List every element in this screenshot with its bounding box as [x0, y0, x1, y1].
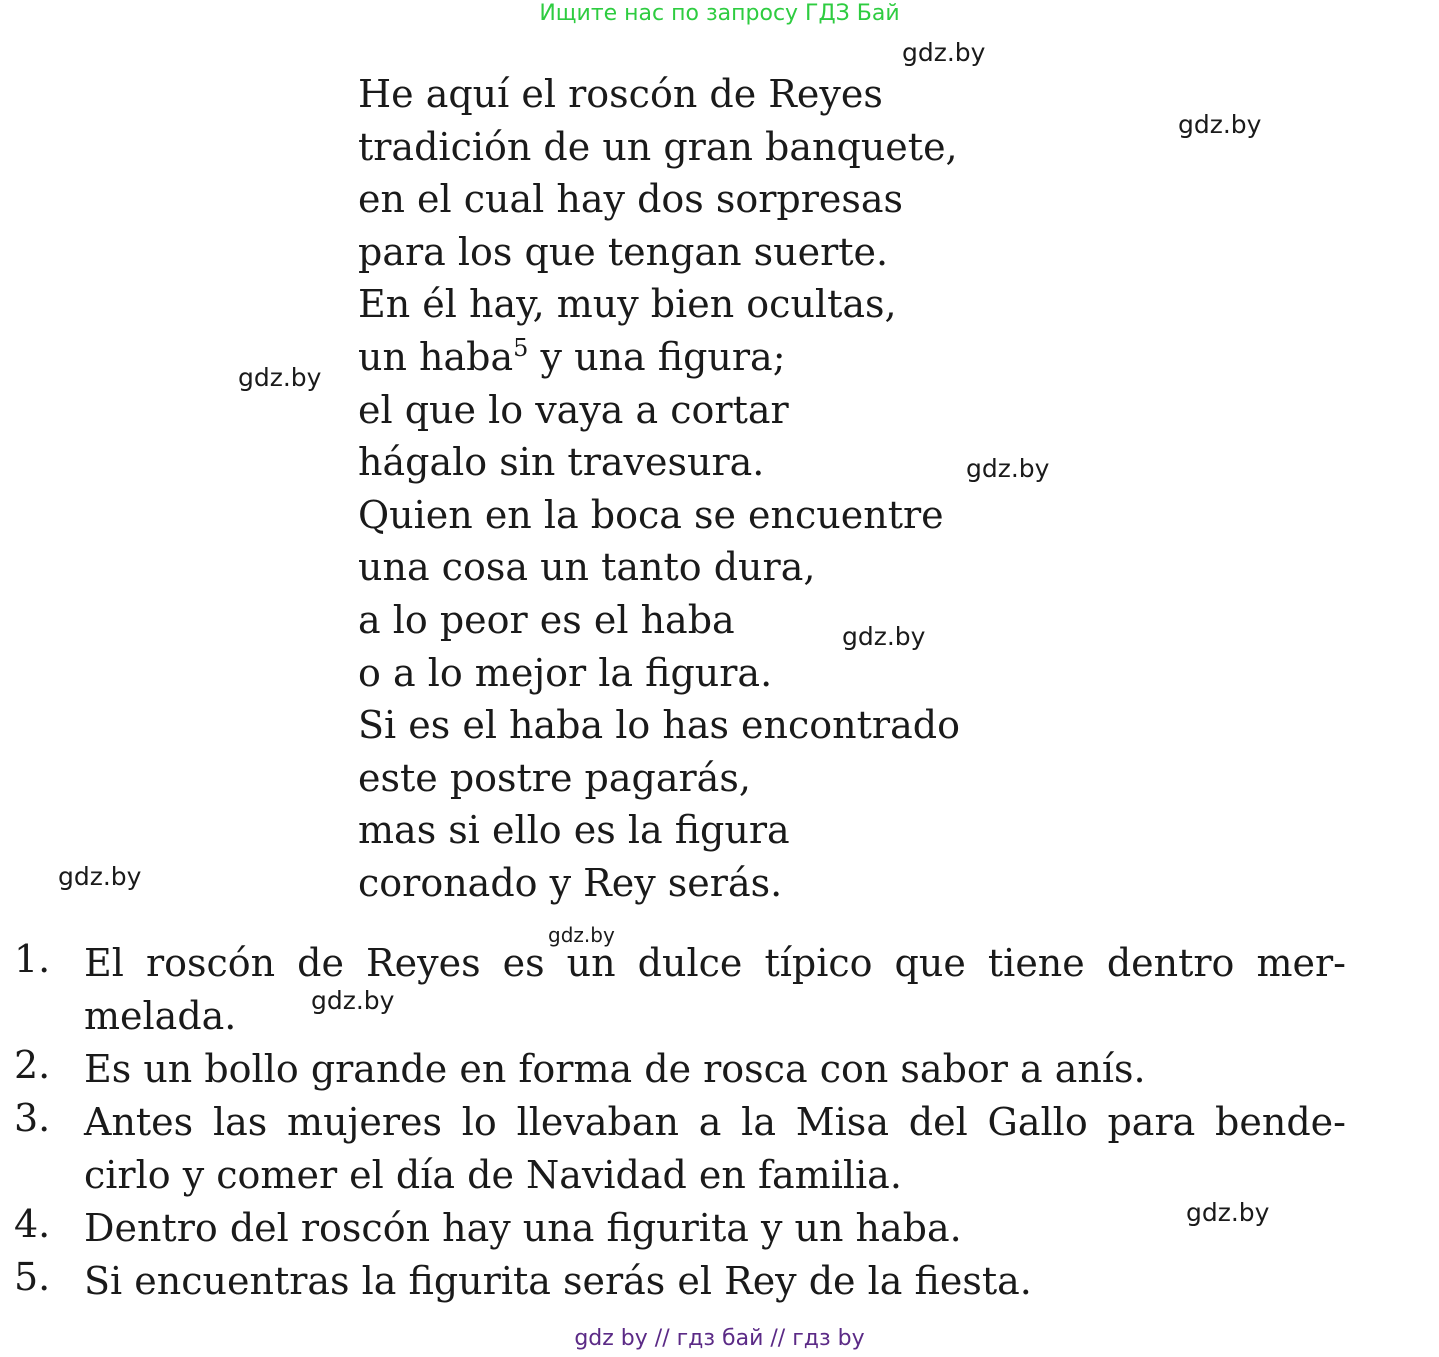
statement-row: Antes las mujeres lo llevaban a la Misa del Gallo para bende-	[84, 1100, 1346, 1144]
watermark: gdz.by	[311, 986, 395, 1015]
statement-item	[0, 1096, 1439, 1202]
poem-line: hágalo sin travesura.	[358, 440, 765, 485]
statement-number: 1.	[14, 937, 51, 981]
watermark: gdz.by	[58, 862, 142, 891]
statement-row: cirlo y comer el día de Navidad en familia.	[84, 1153, 902, 1197]
poem-line-part: un haba	[358, 334, 514, 379]
statement-text	[84, 1202, 1346, 1255]
statement-number: 2.	[14, 1043, 51, 1087]
poem	[358, 68, 960, 910]
poem-line	[358, 331, 960, 384]
watermark: gdz.by	[966, 454, 1050, 483]
poem-line: En él hay, muy bien ocultas,	[358, 282, 897, 327]
footnote-mark: 5	[513, 333, 529, 362]
statement-row: Dentro del roscón hay una figurita y un haba.	[84, 1206, 962, 1250]
statement-row: El roscón de Reyes es un dulce típico que tiene dentro mer-	[84, 941, 1346, 985]
statement-row: melada.	[84, 994, 237, 1038]
poem-line: He aquí el roscón de Reyes	[358, 72, 883, 116]
watermark: gdz.by	[902, 38, 986, 67]
poem-line: tradición de un gran banquete,	[358, 124, 958, 169]
poem-line: una cosa un tanto dura,	[358, 545, 816, 590]
poem-line: Si es el haba lo has encontrado	[358, 703, 960, 748]
statement-list	[0, 937, 1439, 1308]
watermark: gdz.by	[1186, 1198, 1270, 1227]
poem-line: para los que tengan suerte.	[358, 229, 889, 274]
statement-text	[84, 937, 1346, 1043]
poem-line: a lo peor es el haba	[358, 597, 735, 642]
search-banner: Ищите нас по запросу ГДЗ Бай	[539, 1, 900, 26]
poem-line: o a lo mejor la figura.	[358, 650, 773, 695]
footer-watermark: gdz by // гдз бай // гдз by	[574, 1326, 865, 1351]
statement-number: 5.	[14, 1255, 51, 1299]
statement-item	[0, 1043, 1439, 1096]
poem-line: este postre pagarás,	[358, 755, 751, 800]
statement-row: Si encuentras la figurita serás el Rey de la fiesta.	[84, 1259, 1032, 1303]
poem-line-part: y una figura;	[540, 334, 786, 379]
statement-number: 4.	[14, 1202, 51, 1246]
watermark: gdz.by	[238, 363, 322, 392]
watermark: gdz.by	[842, 622, 926, 651]
statement-row: Es un bollo grande en forma de rosca con sabor a anís.	[84, 1047, 1146, 1091]
watermark: gdz.by	[548, 923, 615, 947]
poem-line: coronado y Rey serás.	[358, 860, 783, 905]
poem-line: mas si ello es la figura	[358, 808, 790, 853]
watermark: gdz.by	[1178, 110, 1262, 139]
statement-item	[0, 937, 1439, 1043]
statement-item	[0, 1255, 1439, 1308]
statement-number: 3.	[14, 1096, 51, 1140]
statement-text	[84, 1096, 1346, 1202]
poem-line: Quien en la boca se encuentre	[358, 492, 944, 537]
statement-text	[84, 1255, 1346, 1308]
statement-text	[84, 1043, 1346, 1096]
poem-line: el que lo vaya a cortar	[358, 387, 789, 432]
poem-line: en el cual hay dos sorpresas	[358, 177, 904, 222]
